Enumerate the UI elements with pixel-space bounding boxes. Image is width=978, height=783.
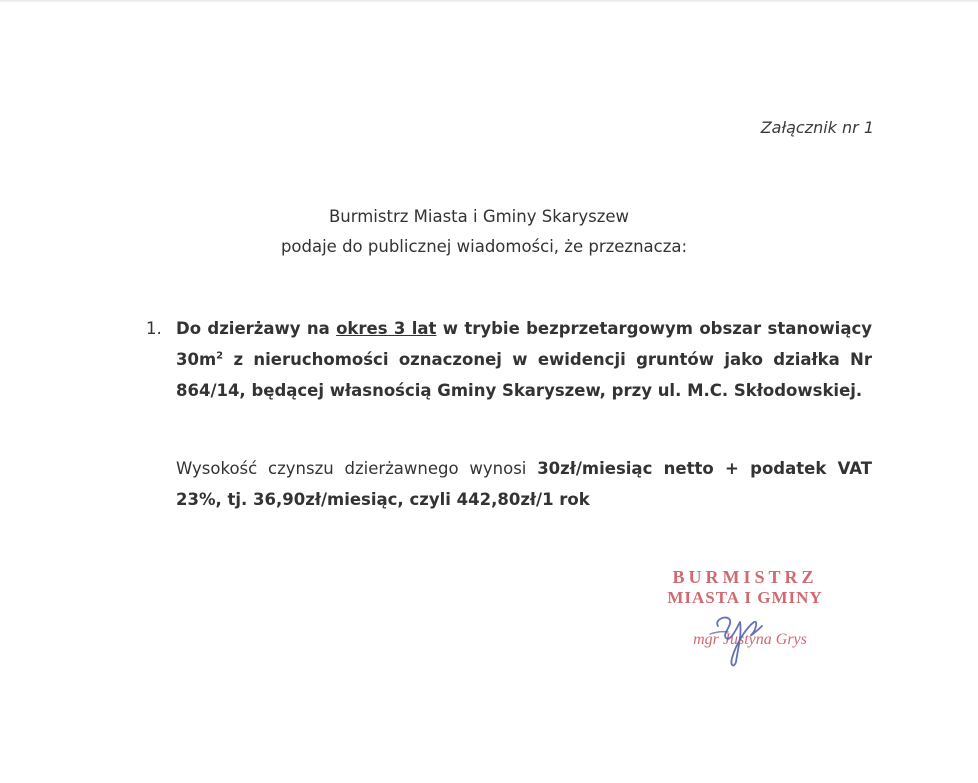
lease-period: okres 3 lat	[336, 319, 437, 338]
list-item	[146, 313, 872, 406]
announcement-header	[0, 202, 978, 262]
scan-edge	[0, 0, 978, 3]
item-number: 1.	[146, 319, 162, 338]
stamp-line-3: mgr Justyna Grys	[693, 631, 807, 648]
rent-amount: 30zł/miesiąc netto + podatek VAT 23%, tj. 36,90zł/miesiąc, czyli 442,80zł/1 rok	[176, 459, 872, 509]
rent-paragraph	[176, 453, 872, 515]
header-line-2: podaje do publicznej wiadomości, że przeznacza:	[280, 237, 688, 256]
item-text-part-1: Do dzierżawy na	[176, 319, 337, 338]
item-text-part-2: w trybie bezprzetargowym obszar stanowiący 30m	[176, 319, 872, 369]
area-superscript: 2	[216, 350, 224, 362]
handwritten-signature-icon	[696, 604, 776, 674]
stamp-line-2: MIASTA I GMINY	[667, 588, 823, 607]
rent-intro: Wysokość czynszu dzierżawnego wynosi	[176, 459, 538, 478]
header-line-1: Burmistrz Miasta i Gminy Skaryszew	[328, 207, 630, 226]
item-text-part-3: z nieruchomości oznaczonej w ewidencji gruntów jako działka Nr 864/14, będącej własnością Gminy Skaryszew, przy ul. M.C. Skłodowskiej.	[176, 350, 872, 400]
stamp-line-1: BURMISTRZ	[672, 567, 818, 587]
item-text	[176, 313, 872, 406]
attachment-label: Załącznik nr 1	[760, 118, 874, 137]
